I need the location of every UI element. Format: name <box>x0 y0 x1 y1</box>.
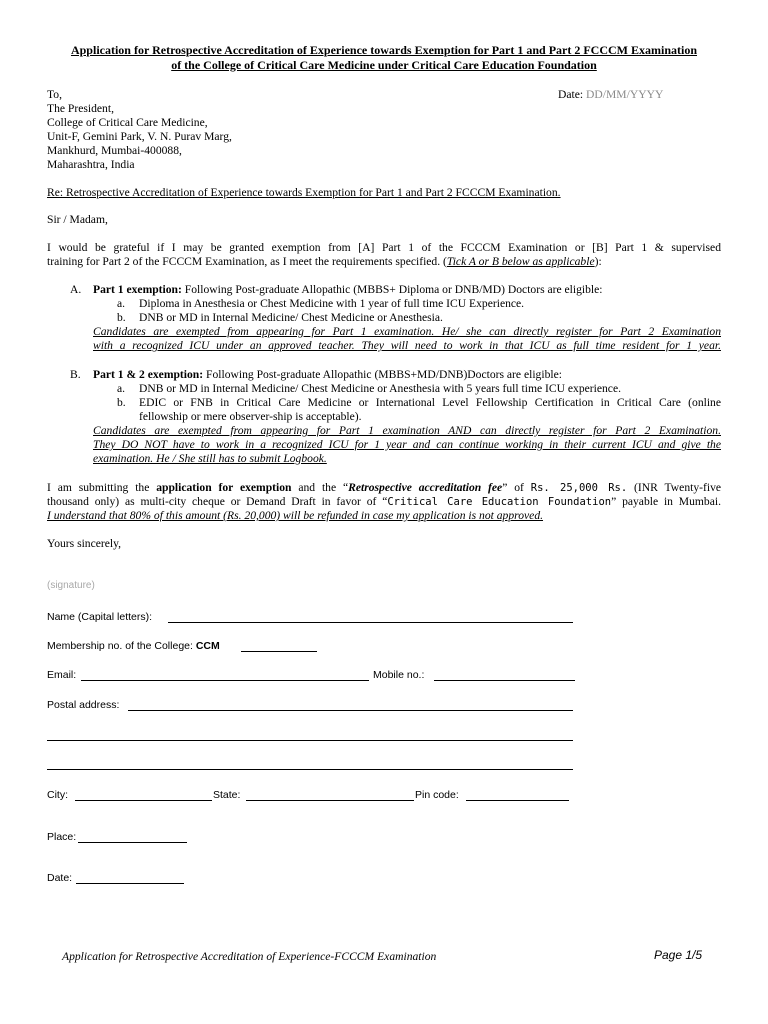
list-item-continuation: fellowship or mere observer-ship is acceptable). <box>139 410 362 423</box>
city-input-line[interactable] <box>75 800 212 801</box>
pin-label: Pin code: <box>415 789 459 801</box>
section-a-heading-line <box>93 283 603 297</box>
section-b-note: They DO NOT have to work in a recognized ICU for 1 year and can continue working in their current ICU and give the <box>93 438 721 451</box>
date-sign-label: Date: <box>47 872 73 884</box>
name-label: Name (Capital letters): <box>47 611 153 623</box>
list-item-marker: b. <box>117 311 126 324</box>
membership-label: Membership no. of the College: CCM <box>47 640 220 652</box>
section-a-marker: A. <box>70 283 82 296</box>
subject-line: Re: Retrospective Accreditation of Experience towards Exemption for Part 1 and Part 2 FCCCM Examination. <box>47 186 561 199</box>
place-label: Place: <box>47 831 77 843</box>
mobile-label: Mobile no.: <box>373 669 425 681</box>
intro-text: training for Part 2 of the FCCCM Examination, as I meet the requirements specified. ( <box>47 255 447 268</box>
place-input-line[interactable] <box>78 842 187 843</box>
address-line: Unit-F, Gemini Park, V. N. Purav Marg, <box>47 130 232 143</box>
list-item: Diploma in Anesthesia or Chest Medicine with 1 year of full time ICU Experience. <box>139 297 525 310</box>
section-b-note: examination. He / She still has to submit Logbook. <box>93 452 327 465</box>
section-a-note: with a recognized ICU under an approved teacher. They will need to work in that ICU as full time resident for 1 year. <box>93 339 721 352</box>
intro-instruction: Tick A or B below as applicable <box>446 255 595 268</box>
postal-label: Postal address: <box>47 699 120 711</box>
date-sign-input-line[interactable] <box>76 883 184 884</box>
page-number: Page 1/5 <box>654 948 703 962</box>
fee-line-2: thousand only) as multi-city cheque or Demand Draft in favor of “Critical Care Education Foundation” payable in Mumbai. <box>47 495 721 508</box>
section-b-marker: B. <box>70 368 81 381</box>
section-b-heading-line <box>93 368 562 382</box>
address-line: The President, <box>47 102 114 115</box>
postal-input-line[interactable] <box>128 710 573 711</box>
document-title <box>40 43 728 72</box>
section-b-heading: Part 1 & 2 exemption: <box>93 368 204 381</box>
pin-input-line[interactable] <box>466 800 569 801</box>
state-label: State: <box>213 789 241 801</box>
name-input-line[interactable] <box>168 622 573 623</box>
salutation: Sir / Madam, <box>47 213 108 226</box>
list-item-marker: a. <box>117 297 126 310</box>
signature-placeholder[interactable]: (signature) <box>47 580 95 591</box>
intro-line-1: I would be grateful if I may be granted exemption from [A] Part 1 of the FCCCM Examination or [B] Part 1 & supervised <box>47 241 721 254</box>
postal-input-line[interactable] <box>47 740 573 741</box>
fee-amount: Rs. 25,000 Rs. <box>530 482 628 494</box>
state-input-line[interactable] <box>246 800 414 801</box>
section-a-heading: Part 1 exemption: <box>93 283 182 296</box>
list-item-marker: b. <box>117 396 126 409</box>
footer-text: Application for Retrospective Accreditation of Experience-FCCCM Examination <box>62 950 437 963</box>
title-line-2: of the College of Critical Care Medicine under Critical Care Education Foundation <box>171 57 597 72</box>
list-item-marker: a. <box>117 382 126 395</box>
section-b-note: Candidates are exempted from appearing for Part 1 examination AND can directly register for Part 2 Examination. <box>93 424 721 437</box>
postal-input-line[interactable] <box>47 769 573 770</box>
section-b-text: Following Post-graduate Allopathic (MBBS+MD/DNB)Doctors are eligible: <box>203 368 562 381</box>
payee: Critical Care Education Foundation <box>387 496 612 508</box>
address-line: Maharashtra, India <box>47 158 135 171</box>
address-to: To, <box>47 88 62 101</box>
list-item: DNB or MD in Internal Medicine/ Chest Medicine or Anesthesia with 5 years full time ICU experience. <box>139 382 621 395</box>
address-line: Mankhurd, Mumbai-400088, <box>47 144 182 157</box>
list-item: EDIC or FNB in Critical Care Medicine or International Level Fellowship Certification in Critical Care (online <box>139 396 721 409</box>
email-label: Email: <box>47 669 77 681</box>
address-line: College of Critical Care Medicine, <box>47 116 208 129</box>
intro-line-2 <box>47 255 602 269</box>
title-line-1: Application for Retrospective Accreditation of Experience towards Exemption for Part 1 and Part 2 FCCCM Examination <box>70 43 698 57</box>
section-a-text: Following Post-graduate Allopathic (MBBS+ Diploma or DNB/MD) Doctors are eligible: <box>181 283 603 296</box>
date-label: Date: <box>558 88 584 101</box>
list-item: DNB or MD in Internal Medicine/ Chest Medicine or Anesthesia. <box>139 311 443 324</box>
section-a-note: Candidates are exempted from appearing for Part 1 examination. He/ she can directly register for Part 2 Examination <box>93 325 721 338</box>
email-input-line[interactable] <box>81 680 369 681</box>
refund-statement: I understand that 80% of this amount (Rs. 20,000) will be refunded in case my application is not approved. <box>47 509 544 522</box>
fee-line-1: I am submitting the application for exemption and the “Retrospective accreditation fee” of Rs. 25,000 Rs. (INR Twenty-five <box>47 481 722 494</box>
mobile-input-line[interactable] <box>434 680 575 681</box>
closing: Yours sincerely, <box>47 537 122 550</box>
intro-end: ): <box>594 255 602 268</box>
city-label: City: <box>47 789 68 801</box>
membership-input-line[interactable] <box>241 651 317 652</box>
date-field[interactable] <box>558 88 663 102</box>
date-placeholder: DD/MM/YYYY <box>586 88 664 101</box>
membership-prefix: CCM <box>195 640 220 652</box>
